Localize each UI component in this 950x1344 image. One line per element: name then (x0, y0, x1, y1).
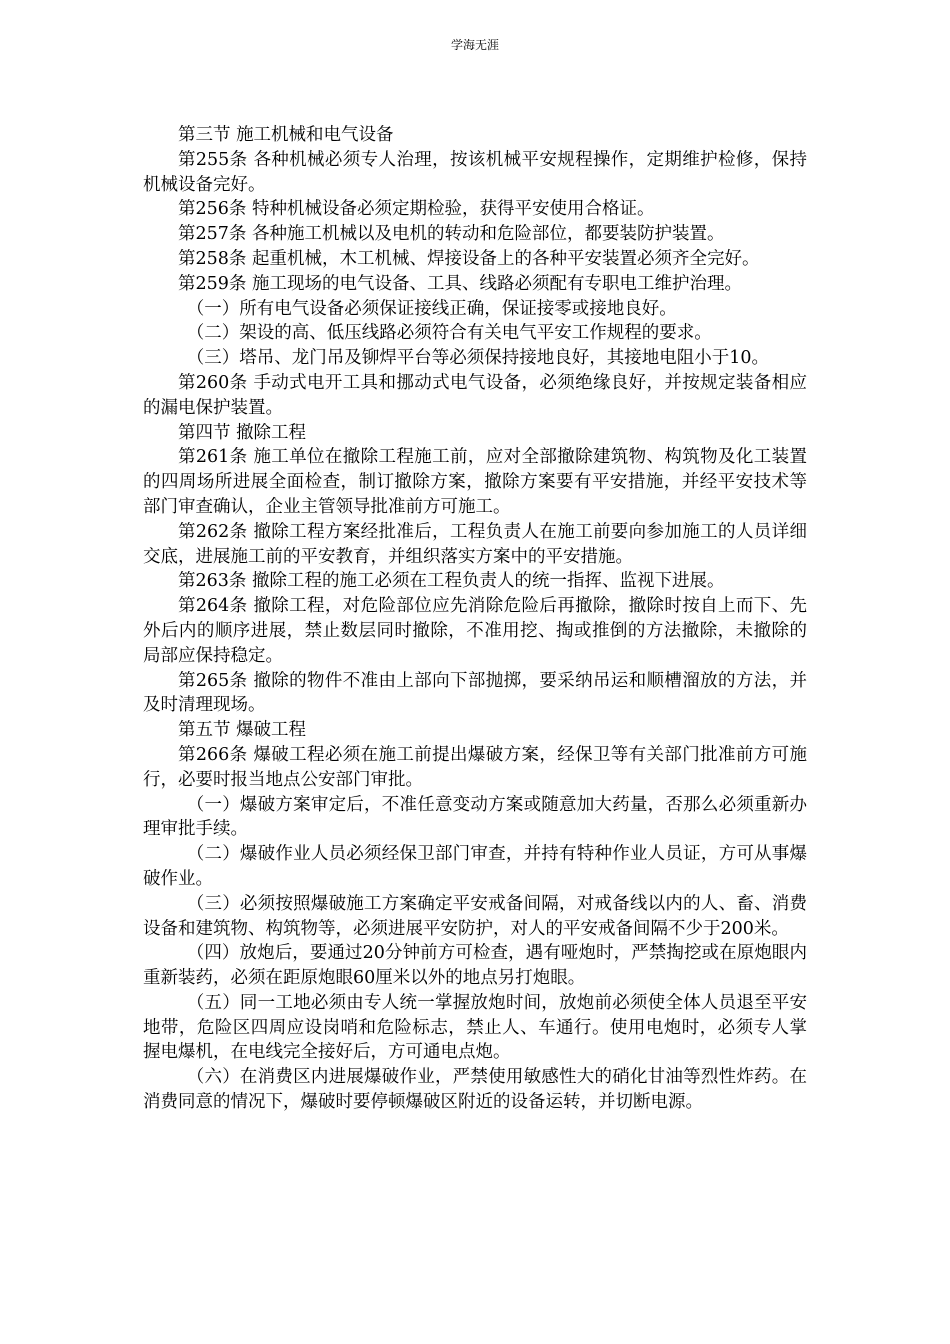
list-item: （三）塔吊、龙门吊及铆焊平台等必须保持接地良好，其接地电阻小于10。 (186, 348, 770, 369)
article-paragraph: 第259条 施工现场的电气设备、工具、线路必须配有专职电工维护治理。 (178, 273, 742, 294)
list-item: （一）所有电气设备必须保证接线正确，保证接零或接地良好。 (186, 298, 677, 319)
list-item: （二）爆破作业人员必须经保卫部门审查，并持有特种作业人员证，方可从事爆破作业。 (143, 844, 807, 889)
article-paragraph: 第255条 各种机械必须专人治理，按该机械平安规程操作，定期维护检修，保持机械设备完好。 (143, 149, 807, 195)
list-item: （五）同一工地必须由专人统一掌握放炮时间，放炮前必须使全体人员退至平安地带，危险区四周应设岗哨和危险标志，禁止人、车通行。使用电炮时，必须专人掌握电爆机，在电线完全接好后，方可通电点炮。 (143, 992, 807, 1063)
article-paragraph: 第265条 撤除的物件不准由上部向下部抛掷，要采纳吊运和顺槽溜放的方法，并及时清理现场。 (143, 670, 807, 716)
article-paragraph: 第256条 特种机械设备必须定期检验，获得平安使用合格证。 (178, 199, 655, 220)
page-header: 学海无涯 (450, 38, 499, 52)
section-heading: 第五节 爆破工程 (178, 720, 307, 741)
article-paragraph: 第263条 撤除工程的施工必须在工程负责人的统一指挥、监视下进展。 (178, 571, 725, 592)
list-item: （一）爆破方案审定后，不准任意变动方案或随意加大药量，否那么必须重新办理审批手续。 (143, 794, 807, 840)
article-paragraph: 第258条 起重机械，木工机械、焊接设备上的各种平安装置必须齐全完好。 (178, 248, 760, 269)
article-paragraph: 第262条 撤除工程方案经批准后，工程负责人在施工前要向参加施工的人员详细交底，进展施工前的平安教育，并组织落实方案中的平安措施。 (143, 521, 807, 567)
article-paragraph: 第260条 手动式电开工具和挪动式电气设备，必须绝缘良好，并按规定装备相应的漏电保护装置。 (143, 372, 807, 418)
section-heading: 第四节 撤除工程 (178, 422, 307, 443)
article-paragraph: 第261条 施工单位在撤除工程施工前，应对全部撤除建筑物、构筑物及化工装置的四周场所进展全面检查，制订撤除方案，撤除方案要有平安措施，并经平安技术等部门审查确认，企业主管领导批准前方可施工。 (143, 447, 807, 517)
list-item: （四）放炮后，要通过20分钟前方可检查，遇有哑炮时，严禁掏挖或在原炮眼内重新装药，必须在距原炮眼60厘米以外的地点另打炮眼。 (143, 943, 807, 989)
list-item: （六）在消费区内进展爆破作业，严禁使用敏感性大的硝化甘油等烈性炸药。在消费同意的情况下，爆破时要停顿爆破区附近的设备运转，并切断电源。 (143, 1067, 807, 1113)
article-paragraph: 第257条 各种施工机械以及电机的转动和危险部位，都要装防护装置。 (178, 224, 725, 245)
document-body (143, 123, 807, 1115)
list-item: （三）必须按照爆破施工方案确定平安戒备间隔，对戒备线以内的人、畜、消费设备和建筑物、构筑物等，必须进展平安防护，对人的平安戒备间隔不少于200米。 (143, 893, 807, 939)
article-paragraph: 第264条 撤除工程，对危险部位应先消除危险后再撤除，撤除时按自上而下、先外后内的顺序进展，禁止数层同时撤除，不准用挖、掏或推倒的方法撤除，未撤除的局部应保持稳定。 (143, 596, 807, 666)
section-heading: 第三节 施工机械和电气设备 (178, 125, 394, 145)
article-paragraph: 第266条 爆破工程必须在施工前提出爆破方案，经保卫等有关部门批准前方可施行，必要时报当地点公安部门审批。 (143, 744, 807, 790)
list-item: （二）架设的高、低压线路必须符合有关电气平安工作规程的要求。 (186, 323, 712, 344)
